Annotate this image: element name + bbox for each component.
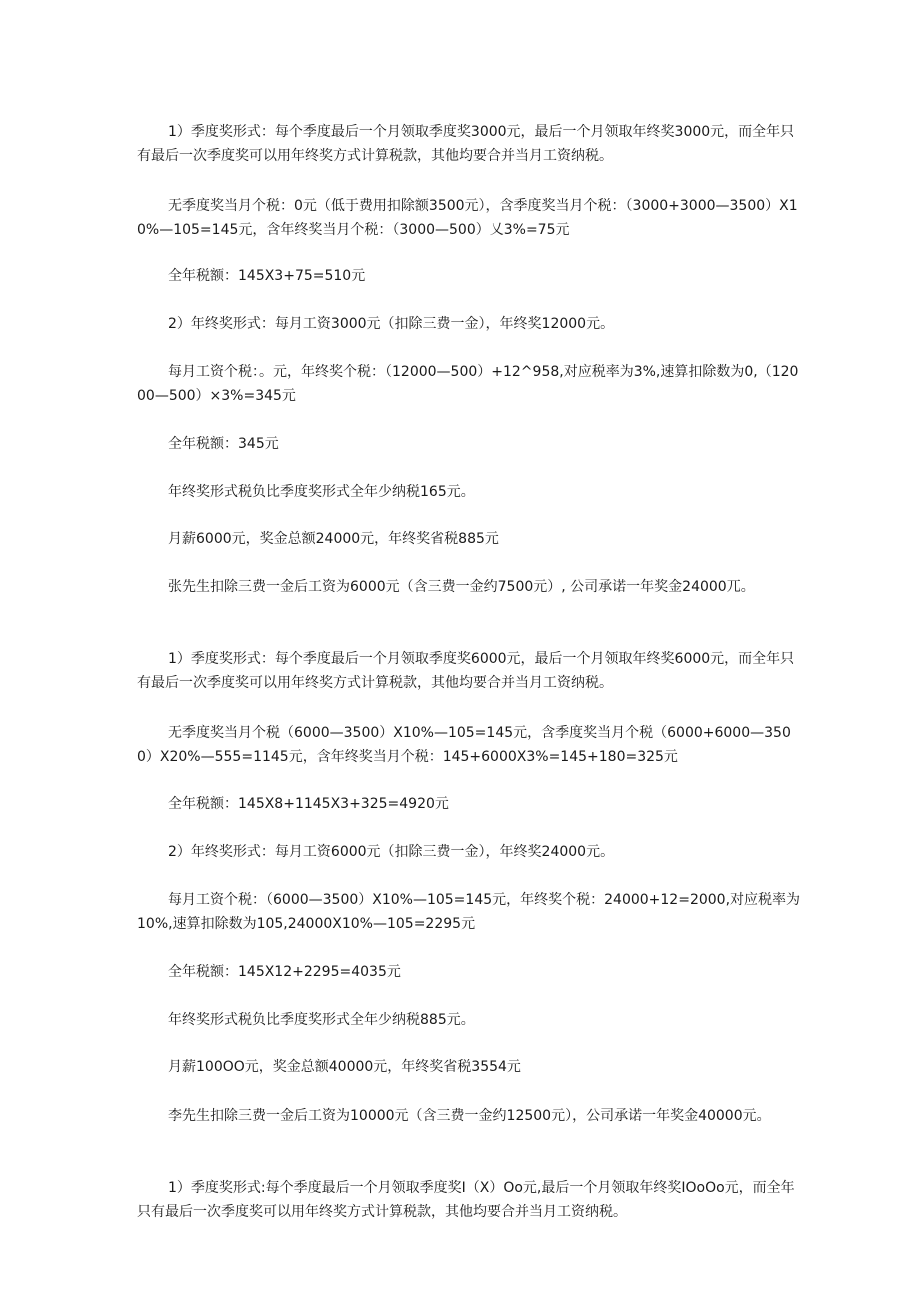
paragraph-q1-form-10000: 1）季度奖形式:每个季度最后一个月领取季度奖I（X）Oo元,最后一个月领取年终奖IOoOo元，而全年只有最后一次季度奖可以用年终奖方式计算税款，其他均要合并当月工资纳税。: [137, 1180, 795, 1220]
paragraph-monthly-tax-3000: 无季度奖当月个税：0元（低于费用扣除额3500元），含季度奖当月个税：（3000+3000—3500）X10%—105=145元，含年终奖当月个税：（3000—500）乂3%=75元: [137, 198, 798, 238]
paragraph-q1-form-3000: 1）季度奖形式：每个季度最后一个月领取季度奖3000元，最后一个月领取年终奖3000元，而全年只有最后一次季度奖可以用年终奖方式计算税款，其他均要合并当月工资纳税。: [137, 124, 795, 164]
paragraph-year-end-form-12000: 2）年终奖形式：每月工资3000元（扣除三费一金），年终奖12000元。: [168, 316, 615, 332]
paragraph-savings-885: 年终奖形式税负比季度奖形式全年少纳税885元。: [168, 1012, 475, 1028]
paragraph-annual-tax-510: 全年税额：145X3+75=510元: [168, 268, 366, 284]
paragraph-monthly-tax-24000: 每月工资个税：（6000—3500）X10%—105=145元，年终奖个税：24000+12=2000,对应税率为10%,速算扣除数为105,24000X10%—105=2295元: [137, 892, 801, 932]
paragraph-year-end-form-24000: 2）年终奖形式：每月工资6000元（扣除三费一金），年终奖24000元。: [168, 844, 615, 860]
paragraph-annual-tax-345: 全年税额：345元: [168, 436, 279, 452]
paragraph-mr-zhang: 张先生扣除三费一金后工资为6000元（含三费一金约7500元）, 公司承诺一年奖金24000兀。: [168, 579, 755, 595]
paragraph-savings-165: 年终奖形式税负比季度奖形式全年少纳税165元。: [168, 484, 475, 500]
paragraph-q1-form-6000: 1）季度奖形式：每个季度最后一个月领取季度奖6000元，最后一个月领取年终奖6000元，而全年只有最后一次季度奖可以用年终奖方式计算税款，其他均要合并当月工资纳税。: [137, 651, 795, 691]
paragraph-annual-tax-4920: 全年税额：145X8+1145X3+325=4920元: [168, 796, 449, 812]
paragraph-mr-li: 李先生扣除三费一金后工资为10000元（含三费一金约12500元），公司承诺一年奖金40000元。: [168, 1108, 771, 1124]
section-heading-6000: 月薪6000元，奖金总额24000元，年终奖省税885元: [168, 531, 499, 547]
section-heading-10000: 月薪100OO元，奖金总额40000元，年终奖省税3554元: [168, 1059, 521, 1075]
paragraph-monthly-tax-12000: 每月工资个税：。元，年终奖个税：（12000—500）+12^958,对应税率为3%,速算扣除数为0,（12000—500）×3%=345元: [137, 364, 799, 404]
paragraph-monthly-tax-6000: 无季度奖当月个税（6000—3500）X10%—105=145元，含季度奖当月个税（6000+6000—3500）X20%—555=1145元，含年终奖当月个税：145+6000X3%=145+180=325元: [137, 725, 791, 765]
paragraph-annual-tax-4035: 全年税额：145X12+2295=4035元: [168, 964, 401, 980]
